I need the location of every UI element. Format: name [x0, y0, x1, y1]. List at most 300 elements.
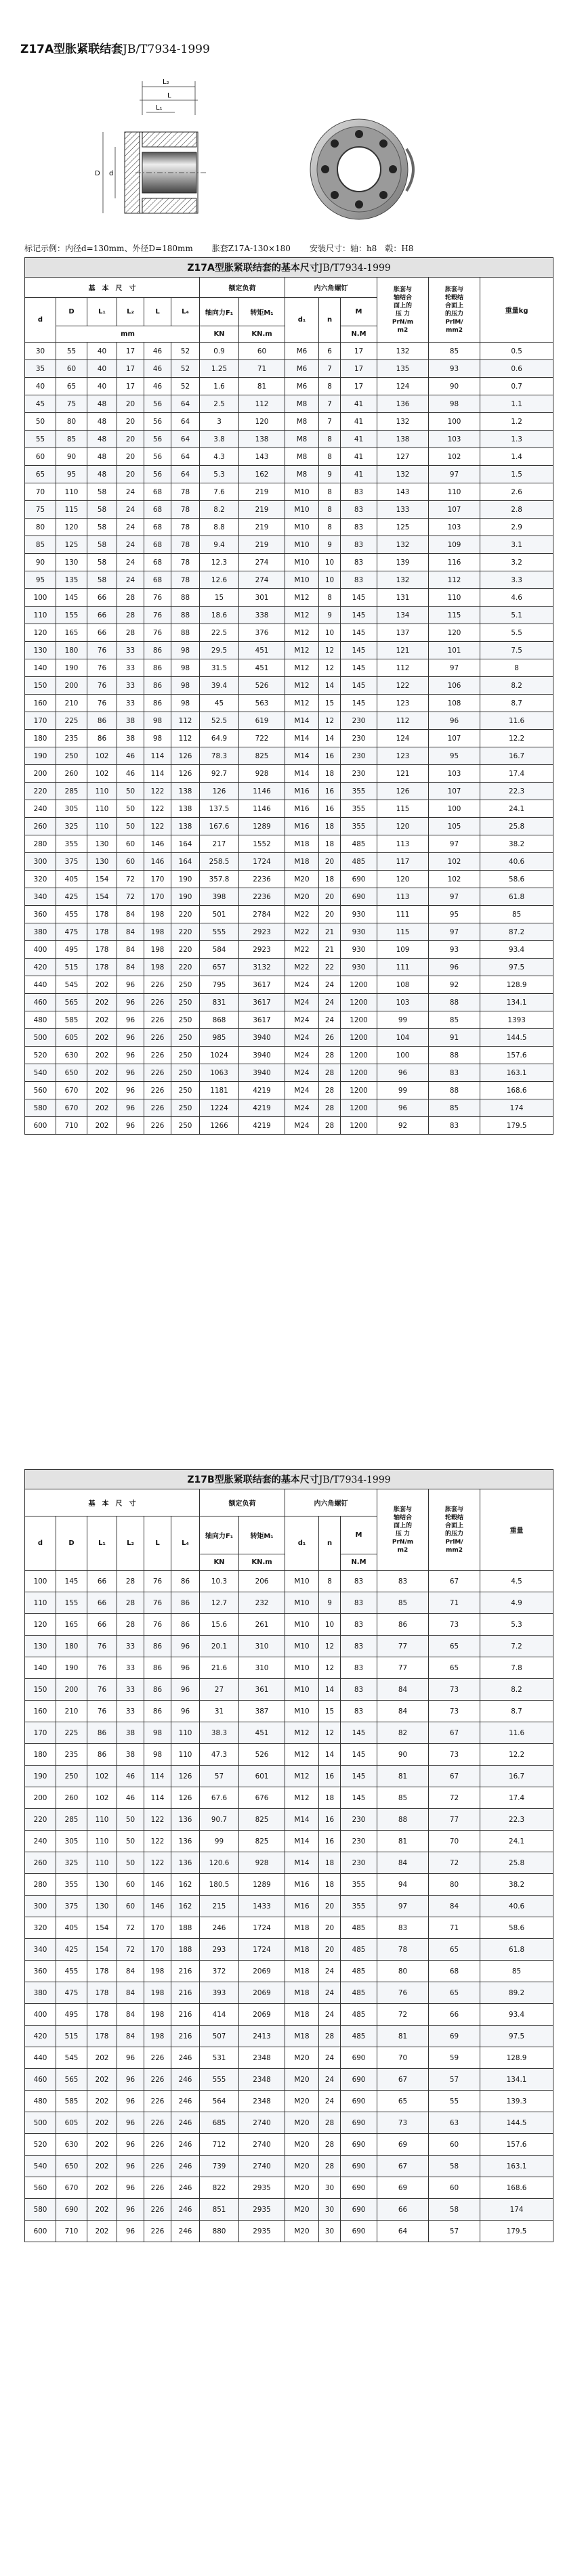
table-cell: 163.1: [480, 2156, 553, 2177]
table-cell: M12: [285, 624, 319, 642]
table-cell: 96: [117, 2156, 144, 2177]
table-cell: 70: [25, 483, 56, 501]
table-cell: 260: [56, 1787, 87, 1809]
table-cell: 226: [144, 2112, 171, 2134]
table-cell: 355: [56, 1874, 87, 1896]
table-cell: 78: [171, 519, 200, 536]
table-row: [25, 1679, 553, 1701]
table-cell: 85: [429, 343, 480, 360]
table-cell: 123: [377, 695, 429, 712]
table-cell: 112: [377, 712, 429, 730]
table-cell: 480: [25, 2091, 56, 2112]
table-cell: 96: [377, 1064, 429, 1082]
table-cell: 22.3: [480, 783, 553, 800]
table-cell: 7: [319, 360, 341, 378]
table-a-group-bolt: 内六角螺钉: [285, 278, 377, 298]
table-cell: 531: [200, 2047, 239, 2069]
table-cell: 52.5: [200, 712, 239, 730]
table-cell: 198: [144, 923, 171, 941]
table-cell: 50: [117, 1809, 144, 1831]
table-cell: 300: [25, 1896, 56, 1917]
table-cell: M12: [285, 659, 319, 677]
table-cell: 84: [117, 906, 144, 923]
table-cell: 137.5: [200, 800, 239, 818]
table-cell: 226: [144, 1099, 171, 1117]
table-cell: 116: [429, 554, 480, 571]
table-cell: 162: [171, 1874, 200, 1896]
table-cell: M10: [285, 501, 319, 519]
table-cell: 112: [429, 571, 480, 589]
table-cell: 20: [319, 853, 341, 871]
table-cell: 690: [341, 871, 377, 888]
table-cell: 60: [239, 343, 285, 360]
table-cell: 202: [87, 2069, 117, 2091]
table-cell: 124: [377, 378, 429, 395]
table-row: [25, 589, 553, 607]
table-cell: M10: [285, 1614, 319, 1636]
table-cell: 38: [117, 1744, 144, 1766]
table-cell: 14: [319, 730, 341, 747]
dim-l1: L₁: [156, 104, 163, 112]
table-cell: 17: [341, 343, 377, 360]
table-cell: 2236: [239, 888, 285, 906]
table-cell: 280: [25, 835, 56, 853]
table-cell: 31.5: [200, 659, 239, 677]
table-cell: M10: [285, 1701, 319, 1722]
table-cell: 123: [377, 747, 429, 765]
table-cell: 1393: [480, 1011, 553, 1029]
table-cell: 8.8: [200, 519, 239, 536]
table-cell: 202: [87, 2112, 117, 2134]
table-cell: 8: [319, 448, 341, 466]
table-cell: 2923: [239, 923, 285, 941]
table-cell: 361: [239, 1679, 285, 1701]
table-cell: 88: [377, 1809, 429, 1831]
table-cell: 122: [377, 677, 429, 695]
table-cell: 58: [87, 571, 117, 589]
table-row: [25, 765, 553, 783]
table-cell: 526: [239, 1744, 285, 1766]
table-cell: 930: [341, 959, 377, 976]
table-b-header-L1: L₁: [87, 1516, 117, 1571]
table-cell: M10: [285, 571, 319, 589]
table-cell: 3617: [239, 1011, 285, 1029]
table-cell: M20: [285, 2069, 319, 2091]
table-cell: 68: [144, 554, 171, 571]
table-cell: 73: [429, 1679, 480, 1701]
table-cell: 190: [56, 659, 87, 677]
table-cell: 250: [171, 1117, 200, 1135]
table-cell: 20: [319, 1917, 341, 1939]
table-cell: 38.2: [480, 1874, 553, 1896]
table-cell: 39.4: [200, 677, 239, 695]
table-a-unit-nm: N.M: [341, 326, 377, 343]
table-cell: 825: [239, 1831, 285, 1852]
table-cell: 71: [429, 1917, 480, 1939]
table-cell: 154: [87, 1917, 117, 1939]
table-cell: M12: [285, 1722, 319, 1744]
table-cell: 73: [429, 1614, 480, 1636]
table-cell: 70: [377, 2047, 429, 2069]
table-cell: 50: [117, 800, 144, 818]
table-cell: 20: [117, 448, 144, 466]
table-cell: M20: [285, 888, 319, 906]
table-cell: 217: [200, 835, 239, 853]
table-cell: 76: [144, 1571, 171, 1592]
table-cell: 103: [377, 994, 429, 1011]
table-cell: 24: [319, 2091, 341, 2112]
table-cell: 38: [117, 1722, 144, 1744]
table-cell: 526: [239, 677, 285, 695]
table-cell: 133: [377, 501, 429, 519]
table-cell: 455: [56, 1961, 87, 1982]
table-cell: 219: [239, 536, 285, 554]
table-row: [25, 1939, 553, 1961]
table-cell: 202: [87, 2047, 117, 2069]
table-cell: 97: [429, 923, 480, 941]
table-cell: M12: [285, 589, 319, 607]
table-cell: 226: [144, 2177, 171, 2199]
table-cell: 355: [341, 1874, 377, 1896]
table-row: [25, 1701, 553, 1722]
table-cell: 475: [56, 923, 87, 941]
table-cell: 18: [319, 1874, 341, 1896]
table-cell: 455: [56, 906, 87, 923]
table-cell: 72: [117, 1917, 144, 1939]
table-cell: 202: [87, 2134, 117, 2156]
table-cell: 97.5: [480, 2026, 553, 2047]
table-cell: 2069: [239, 2004, 285, 2026]
table-cell: 60: [117, 1874, 144, 1896]
table-cell: M22: [285, 941, 319, 959]
table-cell: 100: [25, 1571, 56, 1592]
table-cell: 480: [25, 1011, 56, 1029]
table-cell: 30: [319, 2177, 341, 2199]
table-cell: 3940: [239, 1064, 285, 1082]
table-cell: 246: [171, 2134, 200, 2156]
table-cell: 170: [144, 888, 171, 906]
table-cell: 57: [429, 2069, 480, 2091]
table-cell: 690: [341, 2156, 377, 2177]
table-cell: 1724: [239, 853, 285, 871]
table-cell: 134.1: [480, 994, 553, 1011]
table-cell: 105: [429, 818, 480, 835]
table-cell: 2.5: [200, 395, 239, 413]
table-cell: 130: [87, 1896, 117, 1917]
table-cell: 7.5: [480, 642, 553, 659]
table-cell: 12: [319, 1722, 341, 1744]
table-cell: 68: [144, 519, 171, 536]
table-row: [25, 835, 553, 853]
table-cell: 393: [200, 1982, 239, 2004]
table-cell: 250: [171, 1082, 200, 1099]
table-cell: 600: [25, 2221, 56, 2242]
table-cell: 24: [117, 554, 144, 571]
table-cell: 258.5: [200, 853, 239, 871]
table-cell: 3.1: [480, 536, 553, 554]
table-cell: 9: [319, 536, 341, 554]
table-b-header-ma: M: [341, 1516, 377, 1554]
table-cell: 68: [144, 483, 171, 501]
table-cell: 145: [341, 659, 377, 677]
table-cell: 260: [25, 818, 56, 835]
table-cell: 128.9: [480, 976, 553, 994]
table-cell: 2.8: [480, 501, 553, 519]
table-cell: 210: [56, 695, 87, 712]
table-cell: 122: [144, 1831, 171, 1852]
table-cell: 68: [144, 501, 171, 519]
table-cell: 46: [144, 360, 171, 378]
table-cell: 8.2: [480, 677, 553, 695]
table-cell: 112: [171, 712, 200, 730]
table-cell: 355: [341, 800, 377, 818]
table-cell: M12: [285, 1766, 319, 1787]
table-cell: M10: [285, 1679, 319, 1701]
table-cell: 8.7: [480, 695, 553, 712]
table-cell: 83: [341, 1636, 377, 1657]
table-cell: 202: [87, 2221, 117, 2242]
table-cell: 1.6: [200, 378, 239, 395]
table-cell: 145: [341, 642, 377, 659]
table-cell: 40: [87, 378, 117, 395]
table-row: [25, 607, 553, 624]
table-cell: 564: [200, 2091, 239, 2112]
table-cell: M22: [285, 923, 319, 941]
table-cell: 10: [319, 554, 341, 571]
table-cell: 18: [319, 1852, 341, 1874]
table-row: [25, 1571, 553, 1592]
table-cell: 440: [25, 976, 56, 994]
table-cell: 162: [171, 1896, 200, 1917]
table-cell: 38: [117, 730, 144, 747]
table-cell: 555: [200, 923, 239, 941]
table-row: [25, 1831, 553, 1852]
table-cell: 40: [87, 360, 117, 378]
table-cell: 64: [171, 413, 200, 431]
table-cell: 230: [341, 1852, 377, 1874]
table-cell: 230: [341, 1809, 377, 1831]
table-cell: 94: [377, 1874, 429, 1896]
table-cell: 14: [319, 1679, 341, 1701]
table-cell: 139.3: [480, 2091, 553, 2112]
table-cell: 20: [319, 906, 341, 923]
table-cell: 96: [117, 2221, 144, 2242]
table-row: [25, 1117, 553, 1135]
table-cell: 246: [200, 1917, 239, 1939]
table-b-group-bolt: 内六角螺钉: [285, 1489, 377, 1516]
table-cell: 110: [56, 483, 87, 501]
table-cell: 226: [144, 976, 171, 994]
table-cell: 114: [144, 1787, 171, 1809]
table-cell: 851: [200, 2199, 239, 2221]
table-cell: 150: [25, 677, 56, 695]
table-cell: 5.5: [480, 624, 553, 642]
table-cell: 50: [117, 1852, 144, 1874]
table-cell: 174: [480, 2199, 553, 2221]
table-cell: 77: [429, 1809, 480, 1831]
table-cell: 180: [56, 1636, 87, 1657]
table-cell: 85: [377, 1592, 429, 1614]
table-cell: 246: [171, 2069, 200, 2091]
table-cell: 33: [117, 1636, 144, 1657]
table-cell: 930: [341, 941, 377, 959]
table-cell: 930: [341, 906, 377, 923]
section-drawing: [95, 79, 207, 213]
table-cell: 1200: [341, 1064, 377, 1082]
table-cell: 164: [171, 835, 200, 853]
table-cell: 86: [144, 1679, 171, 1701]
table-cell: 285: [56, 1809, 87, 1831]
table-cell: 72: [117, 888, 144, 906]
table-cell: 46: [117, 1766, 144, 1787]
table-cell: 28: [117, 589, 144, 607]
table-cell: 451: [239, 659, 285, 677]
table-cell: 16: [319, 1766, 341, 1787]
table-cell: 18: [319, 1787, 341, 1809]
table-cell: 202: [87, 1082, 117, 1099]
table-a-header-ph: 胀套与 轮毂结 合面上 的压力 PrlM/ mm2: [429, 278, 480, 343]
table-cell: 1724: [239, 1917, 285, 1939]
table-cell: 216: [171, 2004, 200, 2026]
table-cell: 132: [377, 536, 429, 554]
table-cell: 21: [319, 941, 341, 959]
table-cell: 84: [117, 959, 144, 976]
table-cell: 250: [171, 1064, 200, 1082]
table-cell: 96: [117, 1117, 144, 1135]
table-cell: 1200: [341, 1011, 377, 1029]
table-cell: 12.2: [480, 730, 553, 747]
table-cell: 420: [25, 2026, 56, 2047]
table-cell: 2935: [239, 2221, 285, 2242]
table-cell: 200: [25, 765, 56, 783]
table-cell: 85: [429, 1011, 480, 1029]
table-cell: 26: [319, 1029, 341, 1047]
table-cell: 55: [25, 431, 56, 448]
table-cell: 58: [87, 536, 117, 554]
table-cell: M10: [285, 554, 319, 571]
table-cell: 17.4: [480, 1787, 553, 1809]
table-cell: 90: [56, 448, 87, 466]
table-cell: 372: [200, 1961, 239, 1982]
table-cell: 170: [144, 871, 171, 888]
table-cell: 120: [25, 624, 56, 642]
table-cell: 86: [171, 1592, 200, 1614]
table-cell: 739: [200, 2156, 239, 2177]
table-cell: 16.7: [480, 1766, 553, 1787]
table-cell: 630: [56, 2134, 87, 2156]
table-cell: 98: [171, 695, 200, 712]
table-cell: 30: [319, 2199, 341, 2221]
table-a-header-ft: 轴向力F₁: [200, 298, 239, 326]
table-cell: 66: [87, 1592, 117, 1614]
table-cell: 86: [144, 1657, 171, 1679]
table-cell: 85: [480, 906, 553, 923]
table-cell: 96: [429, 959, 480, 976]
table-cell: M10: [285, 483, 319, 501]
table-cell: 165: [56, 624, 87, 642]
table-a-header-pf: 胀套与 轴结合 面上的 压 力 PrN/m m2: [377, 278, 429, 343]
table-cell: M16: [285, 800, 319, 818]
table-cell: 78: [171, 536, 200, 554]
table-cell: 46: [117, 765, 144, 783]
table-cell: 25.8: [480, 1852, 553, 1874]
table-cell: 103: [429, 765, 480, 783]
table-a-group-load: 额定负荷: [200, 278, 285, 298]
table-cell: 145: [341, 1787, 377, 1809]
table-row: [25, 906, 553, 923]
table-cell: 84: [117, 2026, 144, 2047]
table-cell: 64.9: [200, 730, 239, 747]
table-b-unit-kn: KN: [200, 1554, 239, 1571]
table-cell: 155: [56, 1592, 87, 1614]
table-row: [25, 571, 553, 589]
table-cell: 202: [87, 1064, 117, 1082]
table-cell: 405: [56, 871, 87, 888]
table-cell: 72: [117, 871, 144, 888]
table-cell: 220: [171, 941, 200, 959]
table-cell: 48: [87, 466, 117, 483]
table-cell: 48: [87, 431, 117, 448]
table-cell: 226: [144, 1029, 171, 1047]
table-b-header-L: L: [144, 1516, 171, 1571]
table-row: [25, 1722, 553, 1744]
table-cell: 111: [377, 959, 429, 976]
table-cell: 190: [25, 747, 56, 765]
table-cell: 18: [319, 818, 341, 835]
table-cell: 235: [56, 730, 87, 747]
table-cell: 100: [25, 589, 56, 607]
table-cell: 98: [171, 659, 200, 677]
table-b-header-pf: 胀套与 轴结合 面上的 压 力 PrN/m m2: [377, 1489, 429, 1571]
table-cell: 250: [171, 1047, 200, 1064]
table-cell: M16: [285, 783, 319, 800]
table-cell: 8: [319, 378, 341, 395]
table-cell: 143: [377, 483, 429, 501]
table-cell: 0.9: [200, 343, 239, 360]
table-cell: 240: [25, 800, 56, 818]
table-cell: 657: [200, 959, 239, 976]
table-row: [25, 888, 553, 906]
table-cell: 96: [171, 1636, 200, 1657]
table-row: [25, 1874, 553, 1896]
table-cell: 86: [87, 1722, 117, 1744]
table-cell: 83: [341, 483, 377, 501]
table-cell: 97: [429, 835, 480, 853]
table-cell: 545: [56, 2047, 87, 2069]
table-row: [25, 994, 553, 1011]
table-row: [25, 2112, 553, 2134]
table-cell: 226: [144, 994, 171, 1011]
dim-l: L: [167, 92, 171, 100]
table-cell: 76: [87, 1679, 117, 1701]
table-cell: 81: [239, 378, 285, 395]
table-cell: 690: [341, 2221, 377, 2242]
table-cell: 114: [144, 765, 171, 783]
table-cell: 146: [144, 1896, 171, 1917]
table-cell: 1181: [200, 1082, 239, 1099]
table-row: [25, 1047, 553, 1064]
table-cell: 2069: [239, 1982, 285, 2004]
table-cell: 96: [171, 1657, 200, 1679]
table-cell: 80: [429, 1874, 480, 1896]
table-cell: 188: [171, 1939, 200, 1961]
table-cell: M18: [285, 1917, 319, 1939]
table-cell: 76: [144, 589, 171, 607]
table-row: [25, 959, 553, 976]
table-cell: 501: [200, 906, 239, 923]
table-cell: 1200: [341, 1117, 377, 1135]
table-cell: 83: [341, 501, 377, 519]
